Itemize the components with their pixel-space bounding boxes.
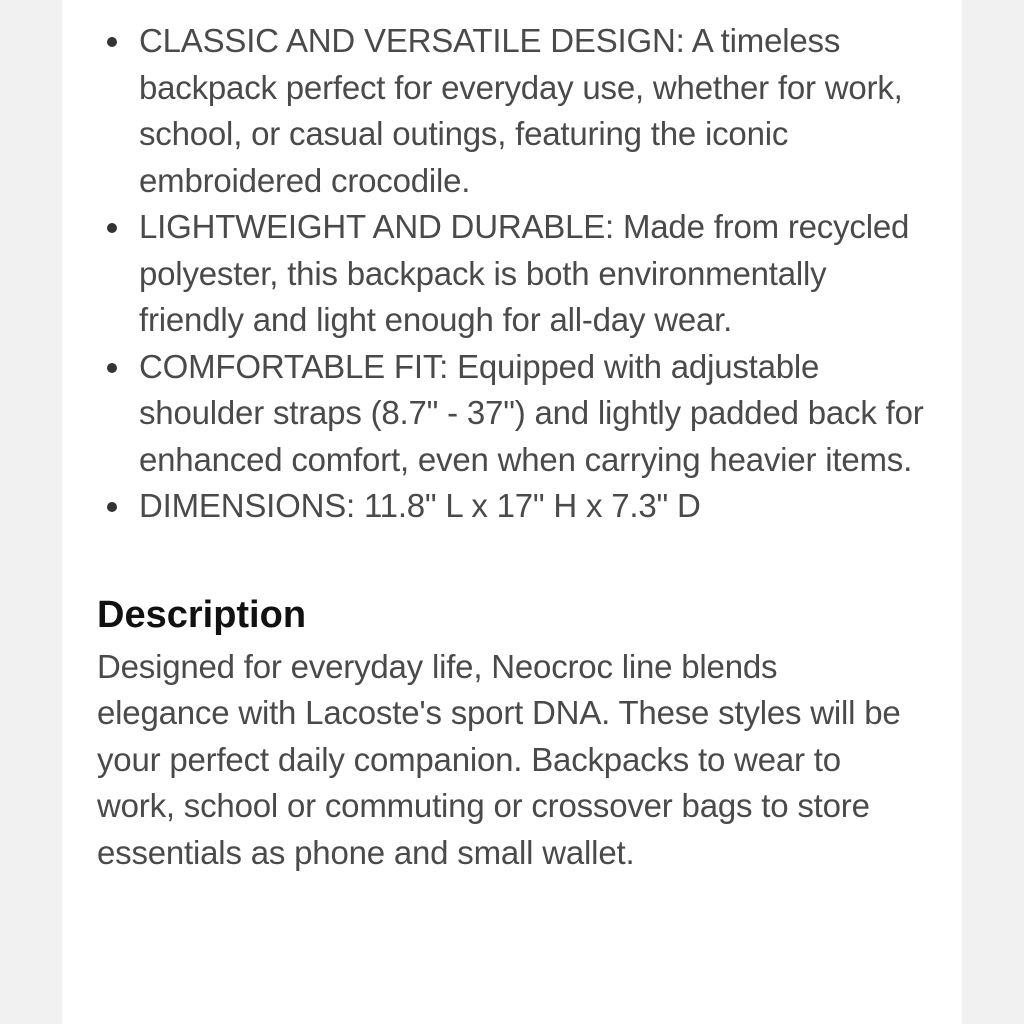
bullet-icon (107, 502, 117, 512)
feature-text: CLASSIC AND VERSATILE DESIGN: A timeless backpack perfect for everyday use, whether for work, school, or casual outings, featuring the iconic embroidered crocodile. (139, 22, 903, 199)
product-details-panel (62, 0, 962, 1024)
feature-bullet-list (97, 18, 937, 530)
feature-bullet-item (97, 204, 937, 344)
feature-bullet-item (97, 18, 937, 204)
feature-bullet-item (97, 344, 937, 484)
bullet-icon (107, 363, 117, 373)
feature-bullet-item (97, 483, 937, 530)
description-body: Designed for everyday life, Neocroc line blends elegance with Lacoste's sport DNA. These styles will be your perfect daily companion. Backpacks to wear to work, school or commuting or crossover bags to store essentials as phone and small wallet. (97, 647, 901, 871)
bullet-icon (107, 223, 117, 233)
feature-text: DIMENSIONS: 11.8" L x 17" H x 7.3" D (139, 487, 701, 524)
feature-text: COMFORTABLE FIT: Equipped with adjustable shoulder straps (8.7" - 37") and lightly padded back for enhanced comfort, even when carrying heavier items. (139, 347, 924, 478)
bullet-icon (107, 37, 117, 47)
feature-text: LIGHTWEIGHT AND DURABLE: Made from recycled polyester, this backpack is both environmentally friendly and light enough for all-day wear. (139, 208, 910, 338)
description-heading: Description (97, 593, 307, 636)
product-details-content (97, 18, 937, 876)
